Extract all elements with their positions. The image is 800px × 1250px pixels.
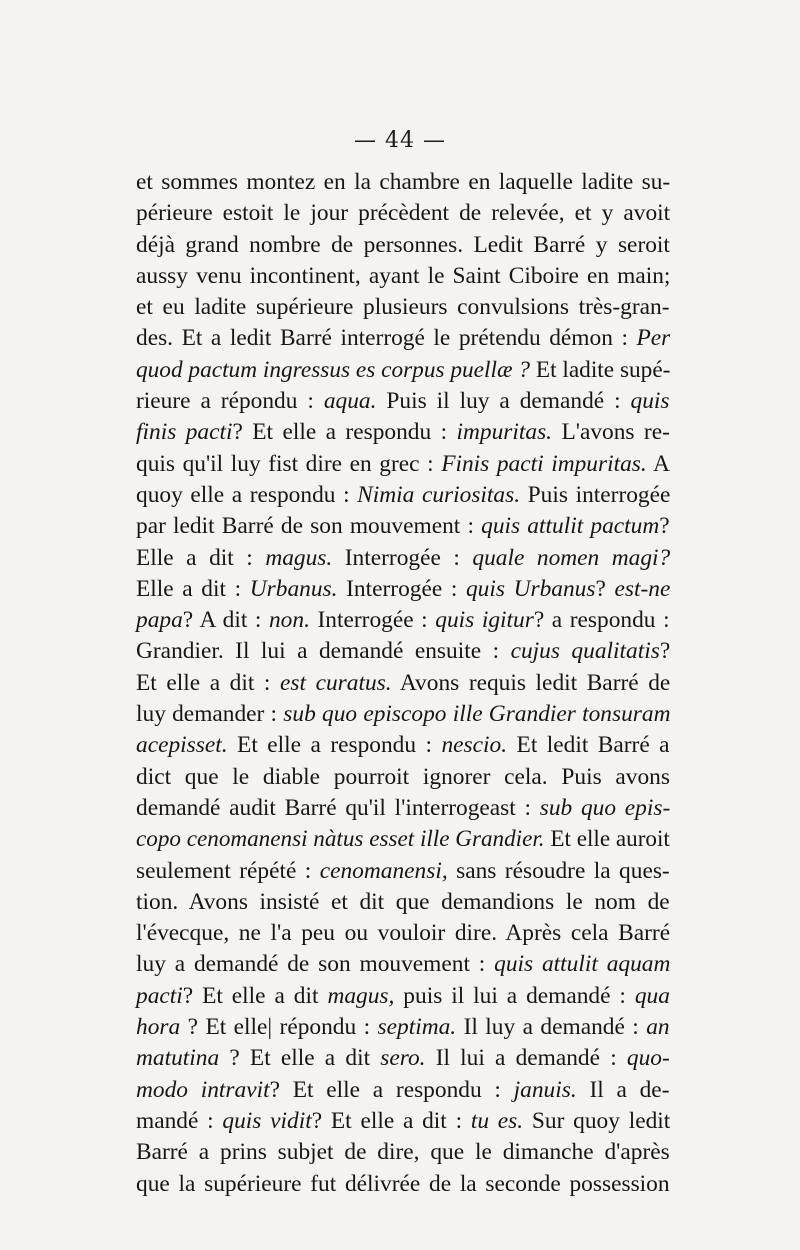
text-segment: Il luy a demandé : [456,1014,647,1041]
text-line [136,668,670,699]
text-segment: Sur quoy ledit [523,1107,671,1134]
text-segment: Grandier. Il lui a demandé ensuite : [136,638,511,665]
text-line [136,1169,670,1200]
page-number: — 44 — [354,128,446,153]
italic-text: pacti [136,982,183,1009]
italic-text: tu es. [470,1107,524,1134]
text-segment: ? Et elle a respondu : [269,1076,514,1103]
italic-text: sub quo episcopo ille Grandier tonsuram [283,701,671,728]
text-segment: Interrogée : [309,607,436,634]
italic-text: non. [268,607,310,634]
text-segment: périeure estoit le jour précèdent de relevée, et y avoit [136,200,671,227]
text-segment: seulement répété : [136,857,320,884]
text-line [136,574,670,605]
italic-text: Finis pacti impuritas. [441,450,647,477]
text-segment: sans résoudre la ques- [447,857,670,884]
italic-text: impuritas. [456,419,553,446]
text-segment: luy a demandé de son mouvement : [136,951,495,978]
italic-text: quis attulit pactum [481,513,660,540]
text-segment: tion. Avons insisté et dit que demandions le nom de [136,888,670,915]
text-segment: Puis interrogée [520,481,671,508]
text-line [136,323,670,354]
text-segment: demandé audit Barré qu'il l'interrogeast : [136,794,540,821]
text-segment: Elle a dit : [136,575,250,602]
text-segment: ? a respondu : [533,607,670,634]
text-line [136,230,670,261]
text-segment: Il lui a demandé : [425,1045,627,1072]
italic-text: an [646,1014,670,1041]
text-segment: Interrogée : [332,544,473,571]
text-segment: ? Et elle a respondu : [232,419,457,446]
text-line [136,292,670,323]
text-segment: par ledit Barré de son mouvement : [136,513,482,540]
italic-text: Nimia curiositas. [357,481,521,508]
text-line [136,824,670,855]
text-segment: A [646,450,670,477]
text-segment: luy demander : [136,701,284,728]
text-segment: et sommes montez en la chambre en laquelle ladite su- [136,169,671,195]
text-segment: ? [595,575,615,602]
text-segment: ? Et elle| répondu : [180,1014,378,1041]
italic-text: cujus qualitatis [510,638,660,665]
text-segment: mandé : [136,1107,223,1134]
italic-text: quis attulit aquam [494,951,671,978]
text-segment: Il a de- [576,1076,670,1103]
text-segment: Et ledit Barré a [507,732,670,759]
text-line [136,887,670,918]
italic-text: quis [630,388,670,415]
italic-text: sub quo epis- [539,794,671,821]
text-line [136,605,670,636]
text-segment: puis il lui a demandé : [394,982,635,1009]
italic-text: hora [136,1014,181,1041]
italic-text: quis Urbanus [465,575,596,602]
text-segment: ? [659,513,670,540]
text-segment: Et elle auroit [544,826,670,853]
text-segment: Barré a prins subjet de dire, que le dimanche d'après [136,1139,670,1166]
text-segment: quis qu'il luy fist dire en grec : [136,450,442,477]
italic-text: sero. [380,1045,426,1072]
text-line [136,730,670,761]
text-line [136,417,670,448]
text-line [136,355,671,386]
italic-text: quale nomen magi? [472,544,671,571]
text-line [136,636,670,667]
text-segment: l'évecque, ne l'a peu ou vouloir dire. Après cela Barré [136,920,671,947]
text-segment: Avons requis ledit Barré de [391,669,671,696]
italic-text: est curatus. [280,669,392,696]
text-line [136,386,670,417]
text-segment: des. Et a ledit Barré interrogé le prétendu démon : [136,325,637,352]
text-segment: que la supérieure fut délivrée de la seconde possession [136,1170,670,1197]
text-line [136,981,670,1012]
text-line [136,480,670,511]
text-segment: rieure a répondu : [136,388,324,415]
text-line [136,511,670,542]
italic-text: quis vidit [222,1107,312,1134]
text-line [136,1043,670,1074]
text-segment: ? A dit : [182,607,269,634]
text-line [136,1106,670,1137]
italic-text: nescio. [441,732,508,759]
text-line [136,543,670,574]
italic-text: est-ne [614,575,671,602]
text-segment: aussy venu incontinent, ayant le Saint Ciboire en main; [136,262,671,289]
text-segment: ? Et elle a dit [182,982,328,1009]
italic-text: quo- [626,1045,670,1072]
text-segment: Et ladite supé- [530,356,671,383]
text-line [136,699,670,730]
body-text [136,167,670,1200]
text-line [136,949,670,980]
text-line [136,261,670,292]
italic-text: quod pactum ingressus es corpus puellæ ? [136,356,531,383]
text-line [136,167,670,198]
text-line [136,918,670,949]
italic-text: cenomanensi, [319,857,448,884]
text-segment: Et elle a respondu : [227,732,442,759]
italic-text: aqua. [323,388,377,415]
italic-text: copo cenomanensi nàtus esset ille Grandier. [136,826,545,853]
text-segment: ? Et elle a dit : [311,1107,471,1134]
italic-text: magus, [327,982,395,1009]
text-line [136,793,670,824]
italic-text: finis pacti [136,419,233,446]
text-segment: Elle a dit : [136,544,266,571]
italic-text: magus. [265,544,333,571]
text-segment: Et elle a dit : [136,669,281,696]
italic-text: papa [136,607,183,634]
italic-text: acepisset. [136,732,228,759]
italic-text: matutina [136,1045,220,1072]
italic-text: septima. [377,1014,457,1041]
italic-text: quis igitur [435,607,534,634]
text-line [136,856,670,887]
text-segment: Puis il luy a demandé : [376,388,631,415]
italic-text: modo intravit [136,1076,270,1103]
italic-text: Per [636,325,671,352]
text-segment: ? Et elle a dit [219,1045,381,1072]
text-segment: déjà grand nombre de personnes. Ledit Barré y seroit [136,231,670,258]
text-line [136,762,670,793]
text-segment: ? [659,638,671,665]
text-segment: dict que le diable pourroit ignorer cela. Puis avons [136,763,670,790]
text-segment: et eu ladite supérieure plusieurs convulsions très-gran- [136,294,670,321]
text-line [136,1012,670,1043]
italic-text: Urbanus. [249,575,338,602]
italic-text: januis. [513,1076,577,1103]
text-segment: quoy elle a respondu : [136,481,358,508]
text-line [136,1137,670,1168]
text-line [136,449,670,480]
italic-text: qua [634,982,670,1009]
text-segment: L'avons re- [552,419,670,446]
text-line [136,198,670,229]
text-line [136,1075,670,1106]
text-segment: Interrogée : [337,575,466,602]
